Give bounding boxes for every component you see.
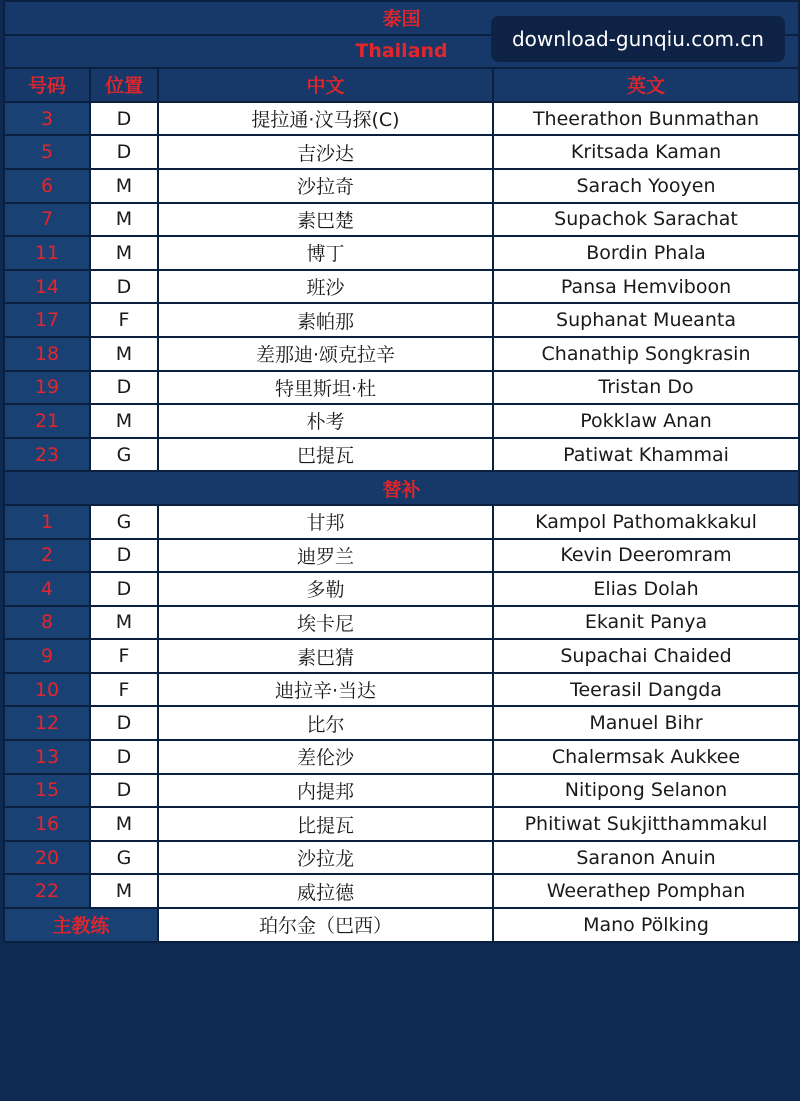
coach-label: 主教练 (4, 908, 158, 942)
subs-label: 替补 (4, 471, 799, 505)
player-row (4, 841, 799, 875)
player-number: 8 (4, 606, 90, 640)
player-number: 15 (4, 774, 90, 808)
subs-label-row (4, 471, 799, 505)
player-number: 17 (4, 303, 90, 337)
player-row (4, 169, 799, 203)
player-position: G (90, 841, 158, 875)
player-row (4, 135, 799, 169)
player-chinese-name: 提拉通·汶马探(C) (158, 102, 493, 136)
header-row (4, 68, 799, 102)
player-english-name: Patiwat Khammai (493, 438, 799, 472)
player-chinese-name: 埃卡尼 (158, 606, 493, 640)
player-row (4, 505, 799, 539)
player-position: D (90, 371, 158, 405)
player-row (4, 639, 799, 673)
player-row (4, 270, 799, 304)
player-number: 18 (4, 337, 90, 371)
player-row (4, 303, 799, 337)
player-english-name: Phitiwat Sukjitthammakul (493, 807, 799, 841)
player-chinese-name: 威拉德 (158, 874, 493, 908)
player-row (4, 572, 799, 606)
player-position: F (90, 673, 158, 707)
player-english-name: Bordin Phala (493, 236, 799, 270)
player-number: 2 (4, 539, 90, 573)
player-chinese-name: 吉沙达 (158, 135, 493, 169)
player-english-name: Manuel Bihr (493, 706, 799, 740)
player-number: 7 (4, 203, 90, 237)
player-chinese-name: 朴考 (158, 404, 493, 438)
player-row (4, 740, 799, 774)
player-chinese-name: 沙拉龙 (158, 841, 493, 875)
player-english-name: Supachai Chaided (493, 639, 799, 673)
player-row (4, 404, 799, 438)
player-chinese-name: 比尔 (158, 706, 493, 740)
player-position: D (90, 572, 158, 606)
player-number: 14 (4, 270, 90, 304)
player-english-name: Suphanat Mueanta (493, 303, 799, 337)
player-position: D (90, 774, 158, 808)
player-row (4, 539, 799, 573)
coach-row (4, 908, 799, 942)
roster-table (3, 0, 800, 943)
player-row (4, 102, 799, 136)
player-position: M (90, 606, 158, 640)
player-chinese-name: 素巴楚 (158, 203, 493, 237)
player-chinese-name: 巴提瓦 (158, 438, 493, 472)
player-english-name: Teerasil Dangda (493, 673, 799, 707)
player-chinese-name: 博丁 (158, 236, 493, 270)
player-position: D (90, 102, 158, 136)
player-position: D (90, 740, 158, 774)
player-chinese-name: 内提邦 (158, 774, 493, 808)
player-english-name: Weerathep Pomphan (493, 874, 799, 908)
player-number: 10 (4, 673, 90, 707)
player-number: 9 (4, 639, 90, 673)
player-english-name: Saranon Anuin (493, 841, 799, 875)
player-position: G (90, 505, 158, 539)
header-chinese: 中文 (158, 68, 493, 102)
player-number: 11 (4, 236, 90, 270)
player-row (4, 203, 799, 237)
player-english-name: Sarach Yooyen (493, 169, 799, 203)
header-number: 号码 (4, 68, 90, 102)
player-position: M (90, 337, 158, 371)
player-english-name: Pokklaw Anan (493, 404, 799, 438)
player-position: M (90, 404, 158, 438)
player-row (4, 371, 799, 405)
player-position: M (90, 874, 158, 908)
player-row (4, 706, 799, 740)
player-english-name: Theerathon Bunmathan (493, 102, 799, 136)
player-position: M (90, 169, 158, 203)
player-english-name: Kampol Pathomakkakul (493, 505, 799, 539)
title-cn: 泰国 (4, 1, 799, 35)
player-number: 12 (4, 706, 90, 740)
header-position: 位置 (90, 68, 158, 102)
player-english-name: Ekanit Panya (493, 606, 799, 640)
player-chinese-name: 沙拉奇 (158, 169, 493, 203)
player-chinese-name: 差伦沙 (158, 740, 493, 774)
player-number: 13 (4, 740, 90, 774)
player-chinese-name: 班沙 (158, 270, 493, 304)
player-chinese-name: 甘邦 (158, 505, 493, 539)
player-number: 6 (4, 169, 90, 203)
player-chinese-name: 素巴猜 (158, 639, 493, 673)
player-number: 1 (4, 505, 90, 539)
player-chinese-name: 迪罗兰 (158, 539, 493, 573)
player-english-name: Pansa Hemviboon (493, 270, 799, 304)
player-position: M (90, 236, 158, 270)
player-position: D (90, 706, 158, 740)
title-en: Thailand (4, 35, 799, 69)
player-number: 16 (4, 807, 90, 841)
player-chinese-name: 素帕那 (158, 303, 493, 337)
player-position: G (90, 438, 158, 472)
player-number: 19 (4, 371, 90, 405)
player-chinese-name: 特里斯坦·杜 (158, 371, 493, 405)
watermark: download-gunqiu.com.cn (491, 16, 785, 62)
player-chinese-name: 比提瓦 (158, 807, 493, 841)
player-row (4, 807, 799, 841)
player-position: D (90, 539, 158, 573)
player-english-name: Supachok Sarachat (493, 203, 799, 237)
player-position: D (90, 135, 158, 169)
player-number: 4 (4, 572, 90, 606)
player-row (4, 673, 799, 707)
player-english-name: Kevin Deeromram (493, 539, 799, 573)
player-number: 3 (4, 102, 90, 136)
player-row (4, 774, 799, 808)
player-number: 20 (4, 841, 90, 875)
header-english: 英文 (493, 68, 799, 102)
coach-chinese-name: 珀尔金（巴西） (158, 908, 493, 942)
player-chinese-name: 多勒 (158, 572, 493, 606)
player-number: 22 (4, 874, 90, 908)
player-row (4, 236, 799, 270)
player-number: 5 (4, 135, 90, 169)
player-number: 23 (4, 438, 90, 472)
player-row (4, 606, 799, 640)
player-chinese-name: 迪拉辛·当达 (158, 673, 493, 707)
player-english-name: Chanathip Songkrasin (493, 337, 799, 371)
player-row (4, 874, 799, 908)
coach-english-name: Mano Pölking (493, 908, 799, 942)
player-english-name: Chalermsak Aukkee (493, 740, 799, 774)
player-english-name: Tristan Do (493, 371, 799, 405)
player-position: F (90, 639, 158, 673)
player-row (4, 438, 799, 472)
player-english-name: Elias Dolah (493, 572, 799, 606)
player-position: F (90, 303, 158, 337)
player-number: 21 (4, 404, 90, 438)
player-position: M (90, 807, 158, 841)
player-english-name: Kritsada Kaman (493, 135, 799, 169)
player-position: M (90, 203, 158, 237)
player-position: D (90, 270, 158, 304)
player-english-name: Nitipong Selanon (493, 774, 799, 808)
player-chinese-name: 差那迪·颂克拉辛 (158, 337, 493, 371)
player-row (4, 337, 799, 371)
